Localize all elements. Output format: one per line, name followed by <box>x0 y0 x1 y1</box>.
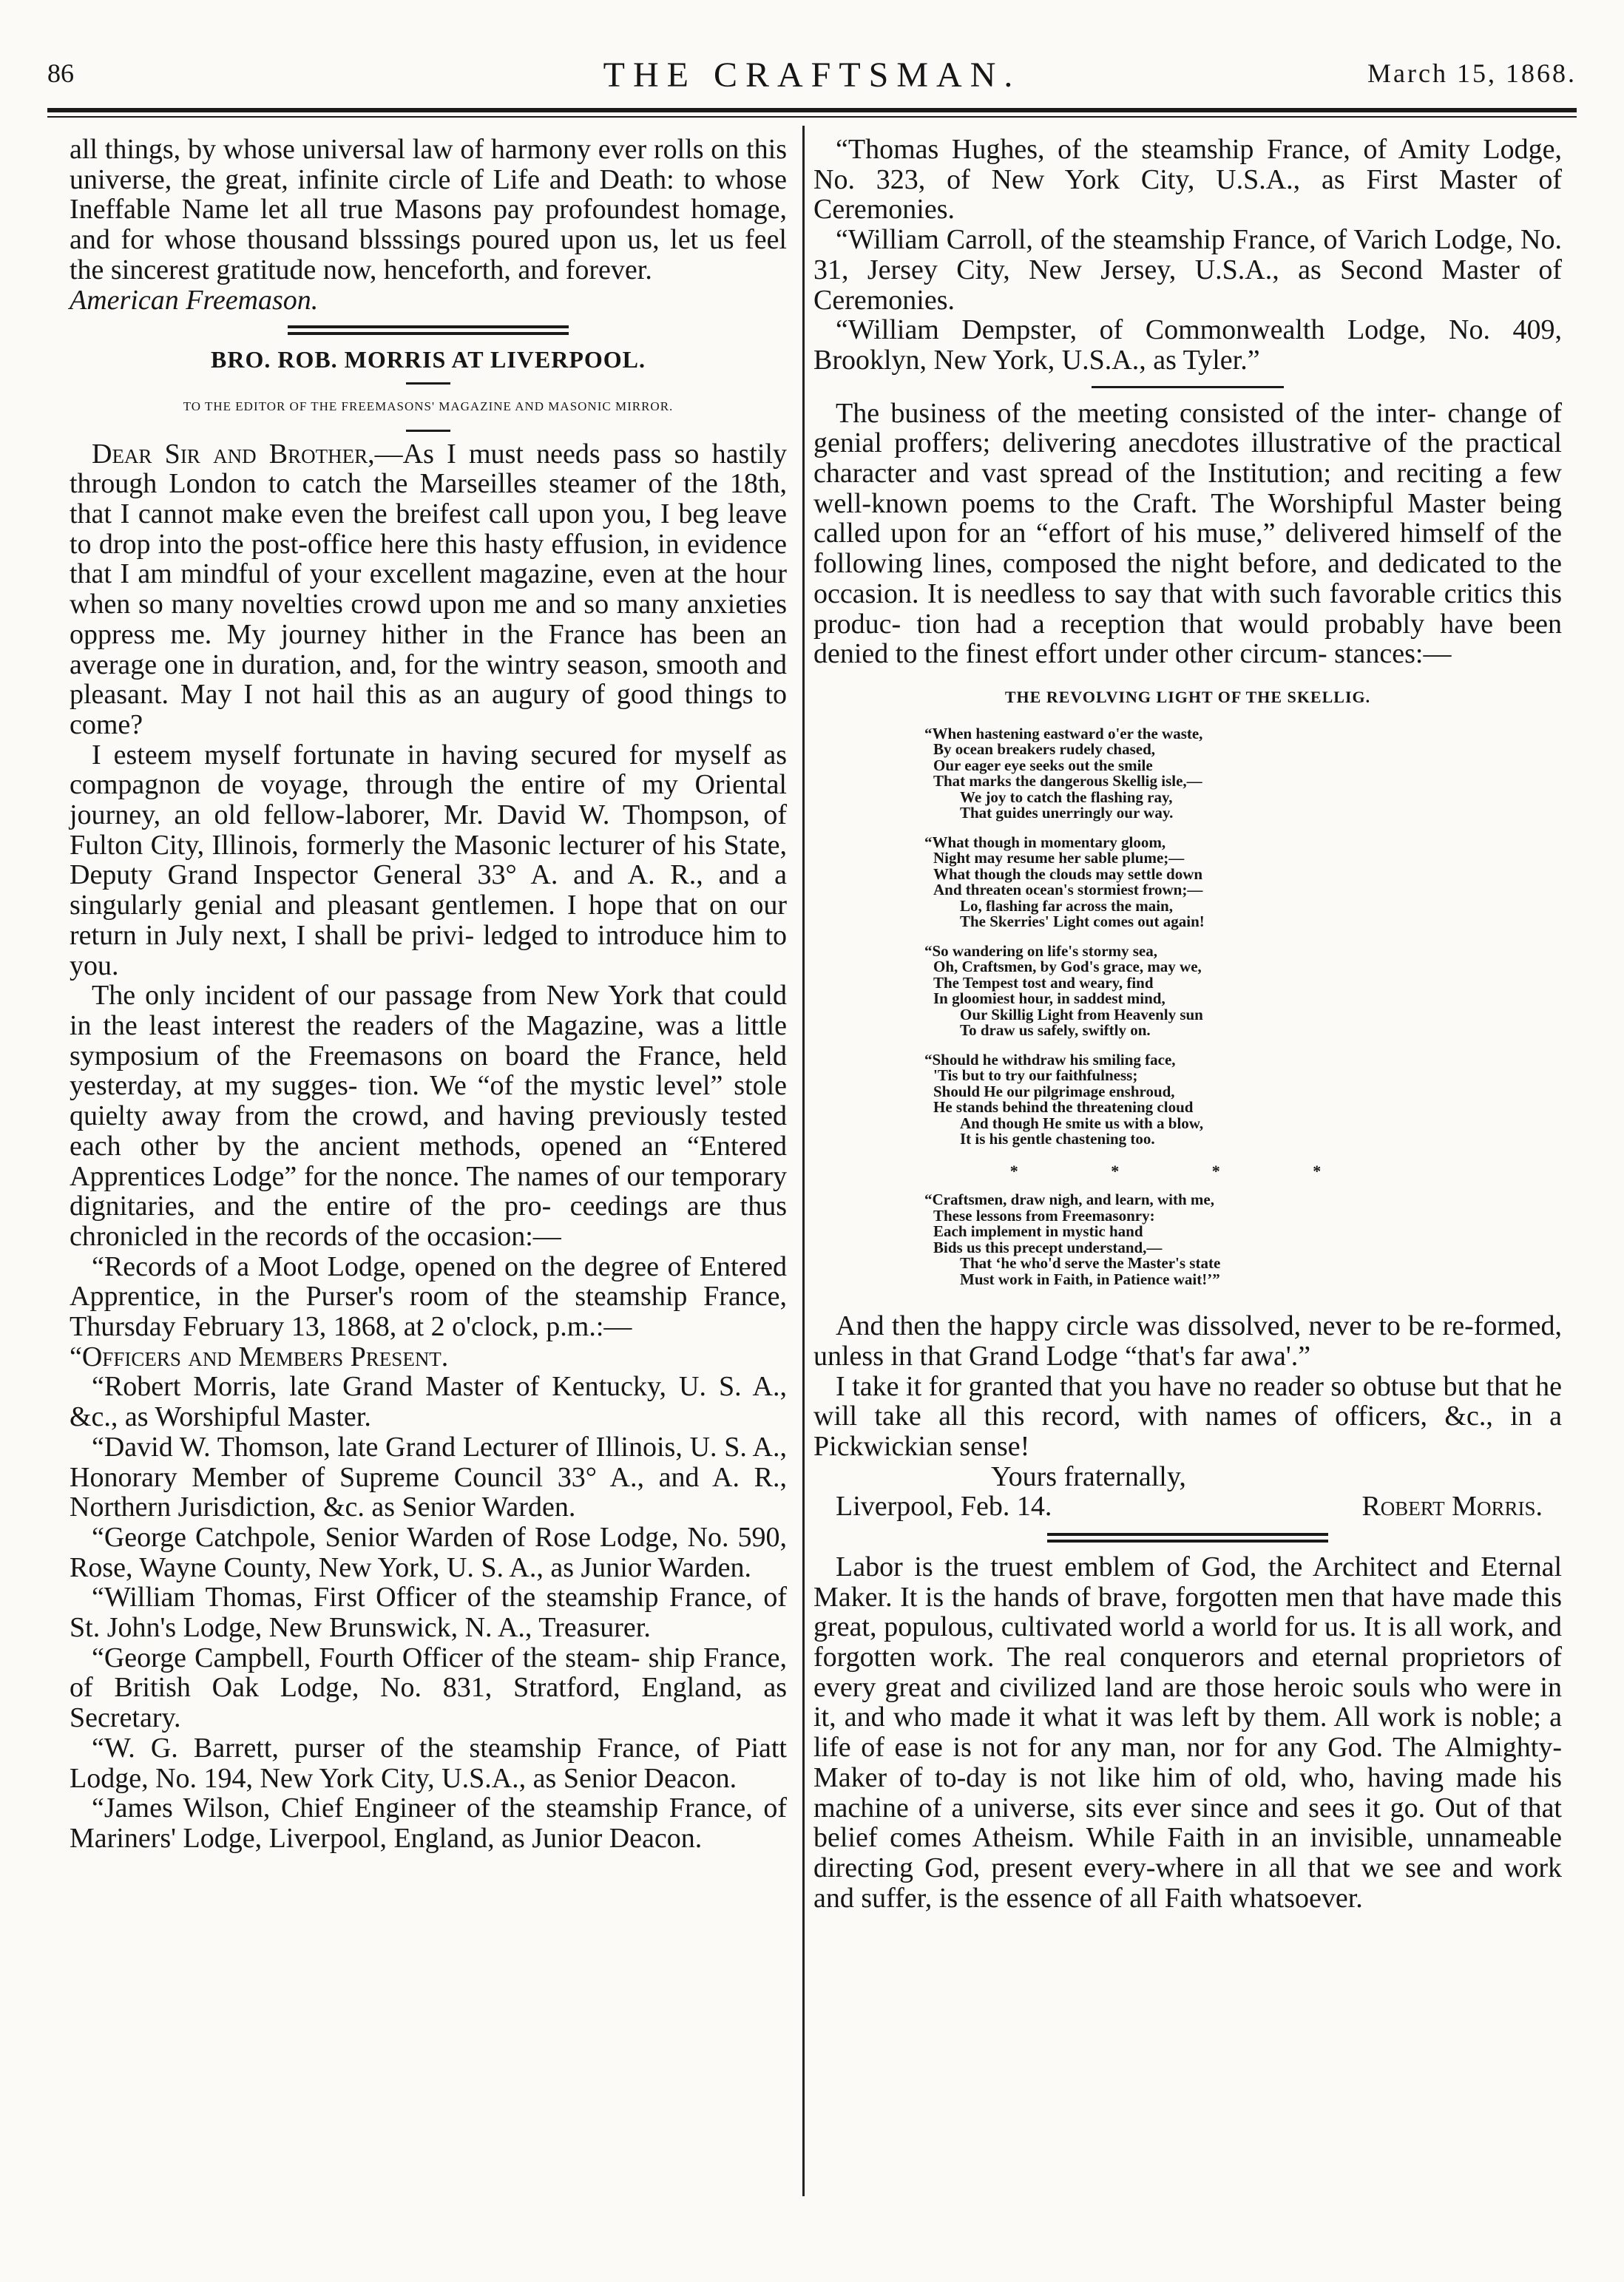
poem-line: These lessons from Freemasonry: <box>933 1206 1155 1225</box>
poem-line: Must work in Faith, in Patience wait!’” <box>960 1270 1220 1288</box>
section-double-rule <box>288 325 569 336</box>
poem-line: That ‘he who'd serve the Master's state <box>960 1254 1221 1273</box>
officers-heading: “Officers and Members Present. <box>70 1341 449 1372</box>
issue-date: March 15, 1868. <box>1367 58 1577 88</box>
poem-title: THE REVOLVING LIGHT OF THE SKELLIG. <box>1004 687 1371 706</box>
right-column <box>813 135 1562 1913</box>
letter-paragraph: The only incident of our passage from New York that could in the least interest the readers of the Magazine, was a little symposium of the Freemasons on board the France, held yesterday, at my sugges- tion. We “of the mystic level” stole quielty away from the crowd, and having previously tested each other by the ancient methods, opened an “Entered Apprentices Lodge” for the nonce. The names of our temporary dignitaries, and the entire of the pro- ceedings are thus chronicled in the records of the occasion:— <box>70 980 787 1252</box>
poem-line: “What though in momentary gloom, <box>924 833 1166 851</box>
records-paragraph: “Records of a Moot Lodge, opened on the degree of Entered Apprentice, in the Purser's room of the steamship France, Thursday February 13, 1868, at 2 o'clock, p.m.:— <box>70 1250 787 1343</box>
article-title: BRO. ROB. MORRIS AT LIVERPOOL. <box>210 346 646 373</box>
poem-stanza <box>924 941 1562 1040</box>
closing-phrase: Yours fraternally, <box>991 1460 1186 1492</box>
publication-title: THE CRAFTSMAN. <box>603 55 1021 95</box>
poem-line: In gloomiest hour, in saddest mind, <box>933 989 1165 1008</box>
place-date: Liverpool, Feb. 14. <box>836 1490 1052 1522</box>
address-rule <box>406 430 450 432</box>
poem-line: “Craftsmen, draw nigh, and learn, with me, <box>924 1191 1214 1209</box>
continued-paragraph: all things, by whose universal law of harmony ever rolls on this universe, the great, infinite circle of Life and Death: to whose Ineffable Name let all true Masons pay profoundest homage, and for whose thousand blsssings poured upon us, let us feel the sincerest gratitude now, henceforth, and forever. <box>70 134 787 285</box>
member-entry: “George Catchpole, Senior Warden of Rose Lodge, No. 590, Rose, Wayne County, New York, U. S. A., as Junior Warden. <box>70 1521 787 1583</box>
page-number: 86 <box>47 58 74 88</box>
poem-line: “When hastening eastward o'er the waste, <box>924 724 1203 742</box>
letter-paragraph: The business of the meeting consisted of the inter- change of genial proffers; delivering anecdotes illustrative of the practical character and vast spread of the Institution; and reciting a few well-known poems to the Craft. The Worshipful Master being called upon for an “effort of his muse,” delivered himself of the following lines, composed the night before, and dedicated to the occasion. It is needless to say that with such favorable critics this produc- tion had a reception that would probably have been denied to the finest effort under other circum- stances:— <box>813 397 1562 670</box>
poem-line: Our Skillig Light from Heavenly sun <box>960 1005 1203 1023</box>
poem-line: By ocean breakers rudely chased, <box>933 740 1156 759</box>
member-entry: “George Campbell, Fourth Officer of the steam- ship France, of British Oak Lodge, No. 831, Stratford, England, as Secretary. <box>70 1642 787 1734</box>
salutation: Dear Sir and Brother, <box>92 438 375 470</box>
closing <box>813 1462 1562 1492</box>
poem-line: Should He our pilgrimage enshroud, <box>933 1082 1175 1100</box>
poem-stanza <box>924 1052 1562 1148</box>
poem-line: To draw us safely, swiftly on. <box>960 1021 1151 1040</box>
poem-line: That marks the dangerous Skellig isle,— <box>933 772 1202 790</box>
signature-line <box>813 1492 1562 1523</box>
divider-rule <box>1092 386 1284 388</box>
poem-line: He stands behind the threatening cloud <box>933 1098 1194 1117</box>
poem-line: And threaten ocean's stormiest frown;— <box>933 881 1203 899</box>
member-entry: “James Wilson, Chief Engineer of the steamship France, of Mariners' Lodge, Liverpool, England, as Junior Deacon. <box>70 1792 787 1854</box>
poem-line: Each implement in mystic hand <box>933 1222 1143 1241</box>
poem-line: Lo, flashing far across the main, <box>960 896 1173 915</box>
poem-line: And though He smite us with a blow, <box>960 1114 1204 1132</box>
letter-paragraph: I esteem myself fortunate in having secured for myself as compagnon de voyage, through the entire of my Oriental journey, an old fellow-laborer, Mr. David W. Thompson, of Fulton City, Illinois, formerly the Masonic lecturer of his State, Deputy Grand Inspector General 33° A. and A. R., and a singularly genial and pleasant gentlemen. I hope that on our return in July next, I shall be privi- ledged to introduce him to you. <box>70 739 787 981</box>
letter-opening-text: —As I must needs pass so hastily through London to catch the Marseilles steamer of the 18th, that I cannot make even the breifest call upon you, I beg leave to drop into the post-office here this hasty effusion, in evidence that I am mindful of your excellent magazine, even at the hour when so many novelties crowd upon me and so many anxieties oppress me. My journey hither in the France has been an average one in duration, and, for the wintry season, smooth and pleasant. May I not hail this as an augury of good things to come? <box>70 438 787 740</box>
poem-line: “So wandering on life's stormy sea, <box>924 941 1157 960</box>
source-credit: American Freemason. <box>70 284 319 316</box>
poem-line: That guides unerringly our way. <box>960 804 1174 822</box>
poem-stanza <box>924 726 1562 822</box>
letter-paragraph: I take it for granted that you have no reader so obtuse but that he will take all this record, with names of officers, &c., in a Pickwickian sense! <box>813 1370 1562 1463</box>
member-entry: “W. G. Barrett, purser of the steamship France, of Piatt Lodge, No. 194, New York City, U.S.A., as Senior Deacon. <box>70 1732 787 1794</box>
poem-line: “Should he withdraw his smiling face, <box>924 1050 1176 1069</box>
member-entry: “Robert Morris, late Grand Master of Kentucky, U. S. A., &c., as Worshipful Master. <box>70 1371 787 1433</box>
header-rule-thin <box>47 116 1577 118</box>
column-divider <box>802 126 805 2196</box>
poem-line: The Tempest tost and weary, find <box>933 973 1154 992</box>
member-entry: “William Dempster, of Commonwealth Lodge, No. 409, Brooklyn, New York, U.S.A., as Tyler.” <box>813 314 1562 376</box>
left-column <box>70 135 787 1854</box>
poem-line: We joy to catch the flashing ray, <box>960 788 1173 806</box>
poem-stanza <box>924 835 1562 930</box>
editor-address: TO THE EDITOR OF THE FREEMASONS' MAGAZINE AND MASONIC MIRROR. <box>183 399 674 413</box>
poem-line: Night may resume her sable plume;— <box>933 849 1185 867</box>
poem-line: Oh, Craftsmen, by God's grace, may we, <box>933 958 1202 976</box>
poem-line: 'Tis but to try our faithfulness; <box>933 1066 1138 1085</box>
member-entry: “David W. Thomson, late Grand Lecturer of Illinois, U. S. A., Honorary Member of Supreme Council 33° A., and A. R., Northern Jurisdiction, &c. as Senior Warden. <box>70 1431 787 1523</box>
poem-stars: * * * * <box>1009 1161 1366 1180</box>
header-rule <box>47 108 1577 112</box>
running-head <box>47 55 1577 104</box>
signature: Robert Morris. <box>1361 1490 1543 1522</box>
poem-line: It is his gentle chastening too. <box>960 1130 1155 1148</box>
poem-line: The Skerries' Light comes out again! <box>960 913 1205 931</box>
member-entry: “William Carroll, of the steamship France, of Varich Lodge, No. 31, Jersey City, New Jersey, U.S.A., as Second Master of Ceremonies. <box>813 224 1562 316</box>
essay-paragraph: Labor is the truest emblem of God, the Architect and Eternal Maker. It is the hands of brave, forgotten men that have made this great, populous, cultivated world a world for us. It is all work, and forgotten work. The real conquerors and eternal proprietors of every great and civilized land are those heroic souls who were in it, and who made it what it was left by them. All work is noble; a life of ease is not for any man, nor for any God. The Almighty-Maker of to-day is not like him of old, who, having made his machine of a universe, sits ever since and sees it go. Out of that belief comes Atheism. While Faith in an invisible, unnameable directing God, present every-where in all that we see and work and suffer, is the essence of all Faith whatsoever. <box>813 1551 1562 1914</box>
poem-line: What though the clouds may settle down <box>933 864 1203 883</box>
title-rule <box>406 382 450 385</box>
poem-line: Bids us this precept understand,— <box>933 1238 1163 1256</box>
member-entry: “William Thomas, First Officer of the steamship France, of St. John's Lodge, New Brunswick, N. A., Treasurer. <box>70 1582 787 1644</box>
member-entry: “Thomas Hughes, of the steamship France, of Amity Lodge, No. 323, of New York City, U.S.A., as First Master of Ceremonies. <box>813 134 1562 226</box>
poem-line: Our eager eye seeks out the smile <box>933 756 1153 774</box>
section-double-rule <box>1047 1533 1328 1543</box>
letter-paragraph <box>70 439 787 740</box>
letter-paragraph: And then the happy circle was dissolved, never to be re-formed, unless in that Grand Lodge “that's far awa'.” <box>813 1310 1562 1372</box>
poem-stanza <box>924 1192 1562 1287</box>
